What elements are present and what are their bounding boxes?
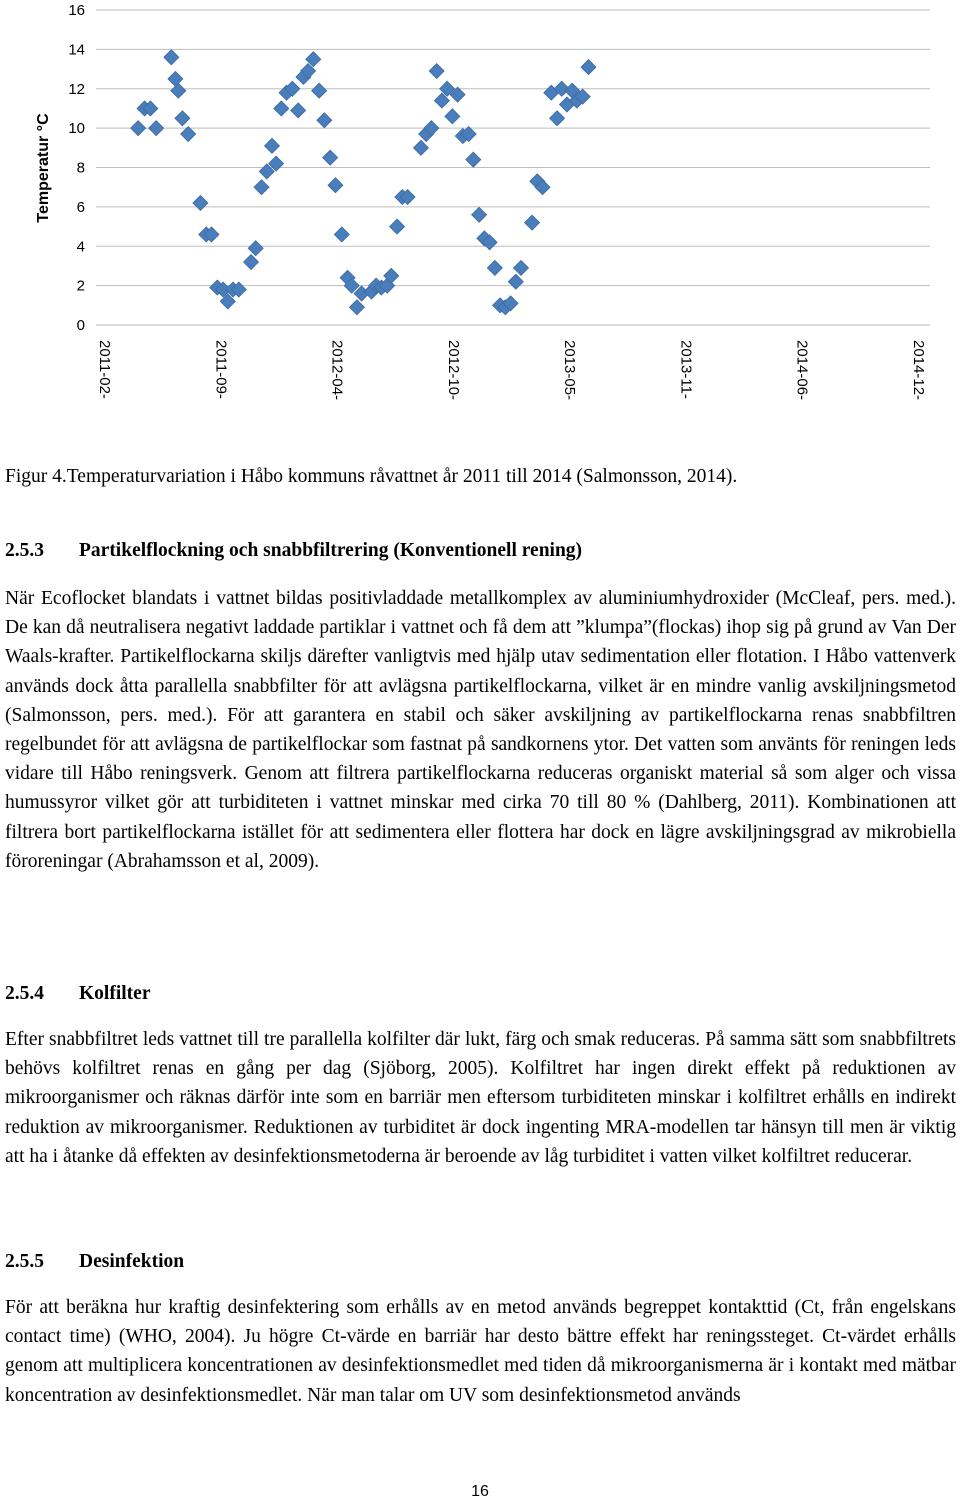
data-point: [581, 60, 596, 75]
section-title: Desinfektion: [79, 1251, 185, 1272]
x-tick-label: 2014-06-: [793, 340, 811, 401]
data-point: [390, 219, 405, 234]
y-axis-ticks: [68, 2, 85, 334]
y-tick-label: 2: [76, 277, 85, 295]
x-tick-label: 2013-05-: [561, 340, 579, 401]
data-point: [264, 138, 279, 153]
data-point: [525, 215, 540, 230]
heading-2-5-5: [5, 1251, 184, 1273]
section-title: Kolfilter: [79, 983, 151, 1004]
data-point: [472, 207, 487, 222]
data-point: [131, 121, 146, 136]
figure-caption-text: Figur 4.Temperaturvariation i Håbo kommuns råvattnet år 2011 till 2014 (Salmonsson, 2014).: [5, 466, 738, 487]
data-point: [334, 227, 349, 242]
paragraph-text: För att beräkna hur kraftig desinfektering som erhålls av en metod används begreppet kontakttid (Ct, från engelskans contact time) (WHO, 2004). Ju högre Ct-värde en barriär har desto bättre effekt har reningssteget. Ct-värdet erhålls genom att multiplicera koncentrationen av desinfektionsmedlet med tiden då mikroorganismerna är i kontakt med mätbar koncentration av desinfektionsmedlet. När man talar om UV som desinfektionsmetod används: [5, 1297, 956, 1406]
section-number: 2.5.4: [5, 983, 44, 1004]
data-point: [514, 260, 529, 275]
paragraph-2-5-3: [5, 584, 956, 876]
data-points: [131, 50, 596, 315]
data-point: [466, 152, 481, 167]
data-point: [445, 109, 460, 124]
heading-2-5-3: [5, 540, 582, 562]
section-number: 2.5.3: [5, 540, 44, 561]
data-point: [312, 83, 327, 98]
data-point: [328, 178, 343, 193]
data-point: [181, 127, 196, 142]
y-tick-label: 10: [68, 120, 85, 138]
data-point: [317, 113, 332, 128]
x-axis-ticks: [96, 340, 927, 400]
data-point: [413, 140, 428, 155]
section-title: Partikelflockning och snabbfiltrering (Konventionell rening): [79, 540, 583, 561]
paragraph-2-5-5: [5, 1293, 956, 1410]
y-tick-label: 16: [68, 2, 85, 19]
data-point: [149, 121, 164, 136]
data-point: [429, 64, 444, 79]
data-point: [508, 274, 523, 289]
paragraph-text: Efter snabbfiltret leds vattnet till tre parallella kolfilter där lukt, färg och smak reduceras. På samma sätt som snabbfiltrets behövs kolfiltret renas en gång per dag (Sjöborg, 2005). Kolfiltret har ingen direkt effekt på reduktionen av mikroorganismer och räknas därför inte som en barriär men eftersom turbiditeten minskar i kolfiltret erhålls en indirekt reduktion av mikroorganismer. Reduktionen av turbiditet är dock ingenting MRA-modellen tar hänsyn till men är viktig att ha i åtanke då effekten av desinfektionsmetoderna är beroende av låg turbiditet i vatten vilket kolfiltret reducerar.: [5, 1029, 956, 1167]
x-tick-label: 2011-09-: [212, 340, 230, 399]
data-point: [175, 111, 190, 126]
x-tick-label: 2013-11-: [677, 340, 695, 399]
data-point: [291, 103, 306, 118]
paragraph-2-5-4: [5, 1025, 956, 1171]
paragraph-text: När Ecoflocket blandats i vattnet bildas positivladdade metallkomplex av aluminiumhydroxider (McCleaf, pers. med.). De kan då neutralisera negativt laddade partiklar i vattnet och få dem att ”klumpa”(flockas) ihop sig på grund av Van Der Waals-krafter. Partikelflockarna skiljs därefter vanligtvis med hjälp utav sedimentation eller flotation. I Håbo vattenverk används dock åtta parallella snabbfilter för att avlägsna partikelflockarna, vilket är en mindre vanlig avskiljningsmetod (Salmonsson, pers. med.). För att garantera en stabil och säker avskiljning av partikelflockarna renas snabbfiltren regelbundet för att avlägsna de partikelflockar som fastnat på sandkornens ytor. Det vatten som använts för reningen leds vidare till Håbo reningsverk. Genom att filtrera partikelflockarna reduceras organiskt material så som alger och vissa humussyror vilket gör att turbiditeten i vattnet minskar med cirka 70 till 80 % (Dahlberg, 2011). Kombinationen att filtrera bort partikelflockarna istället för att sedimentera eller flottera har dock en lägre avskiljningsgrad av mikrobiella föroreningar (Abrahamsson et al, 2009).: [5, 588, 956, 872]
data-point: [164, 50, 179, 65]
data-point: [254, 180, 269, 195]
y-tick-label: 12: [68, 80, 85, 98]
y-axis-title: Temperatur °C: [35, 113, 52, 223]
data-point: [248, 241, 263, 256]
x-tick-label: 2014-12-: [910, 340, 927, 401]
data-point: [168, 71, 183, 86]
data-point: [274, 101, 289, 116]
y-tick-label: 14: [68, 41, 85, 59]
data-point: [323, 150, 338, 165]
data-point: [487, 260, 502, 275]
x-tick-label: 2012-04-: [328, 340, 346, 401]
data-point: [550, 111, 565, 126]
y-tick-label: 8: [76, 159, 85, 177]
y-tick-label: 6: [76, 198, 85, 216]
x-tick-label: 2011-02-: [96, 340, 113, 399]
data-point: [193, 195, 208, 210]
section-number: 2.5.5: [5, 1251, 44, 1272]
data-point: [349, 300, 364, 315]
temperature-scatter-chart: [0, 0, 960, 420]
x-tick-label: 2012-10-: [444, 340, 462, 401]
heading-2-5-4: [5, 983, 150, 1005]
page-number: 16: [471, 1483, 489, 1500]
data-point: [244, 255, 259, 270]
figure-caption: [5, 462, 956, 491]
data-point: [171, 83, 186, 98]
y-tick-label: 4: [76, 238, 85, 256]
y-tick-label: 0: [76, 317, 85, 334]
